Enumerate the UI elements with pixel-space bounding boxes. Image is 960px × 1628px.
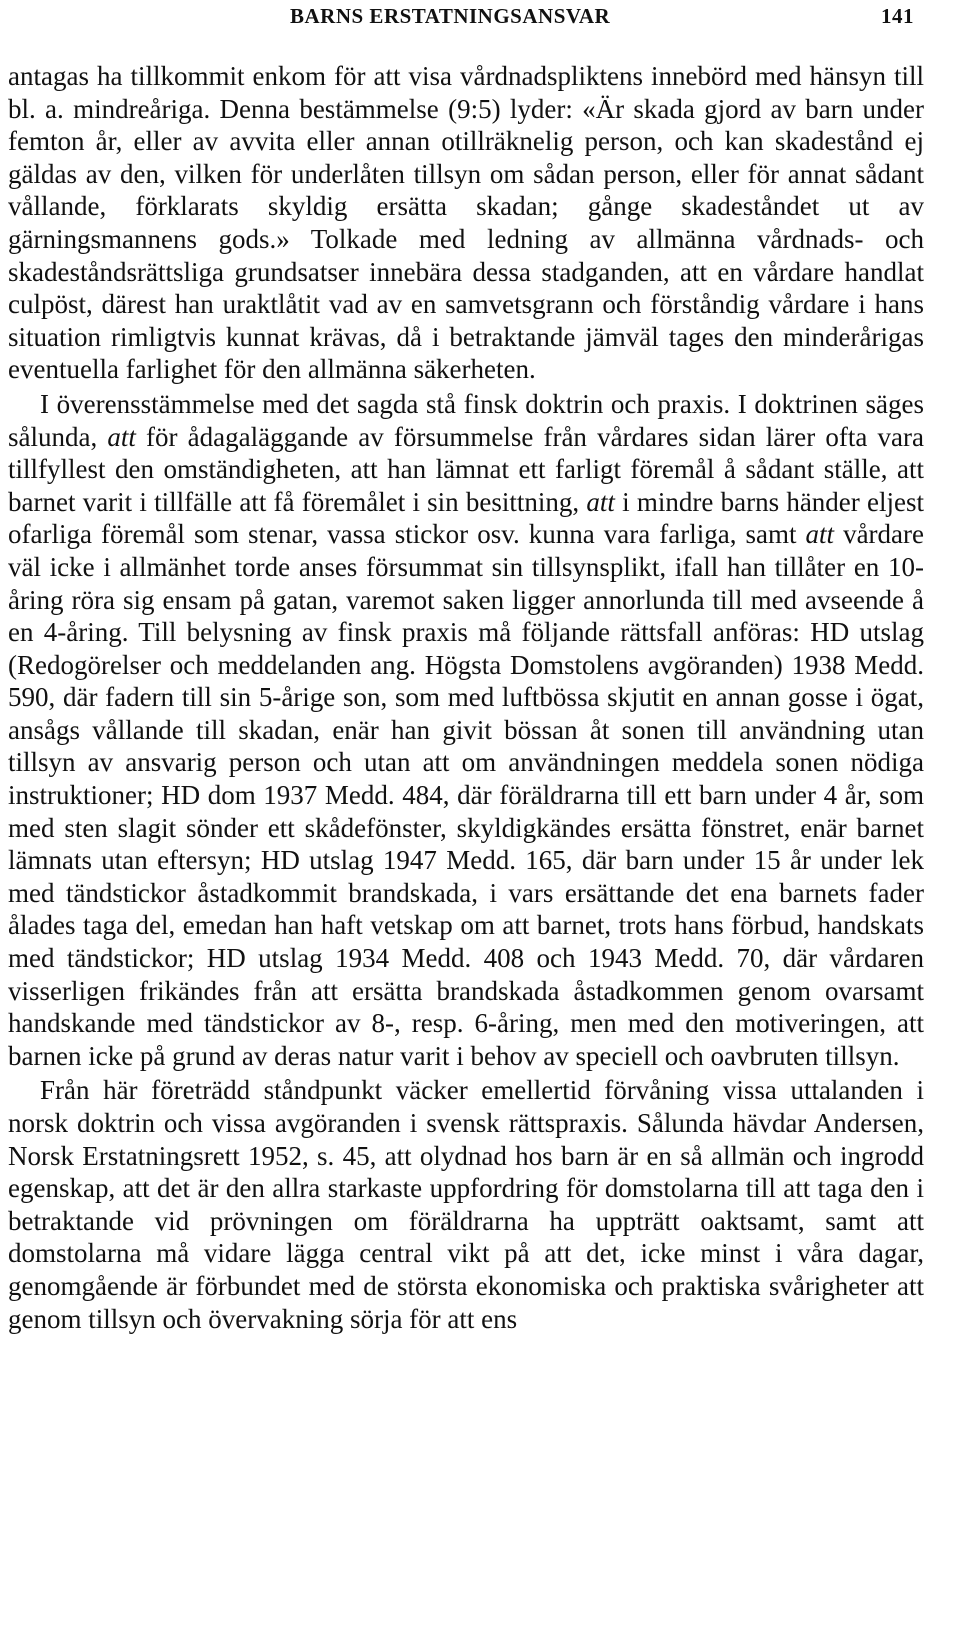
text-run: I överensstämmelse med det sagda stå finsk doktrin och praxis. I doktrinen säges sålunda, <box>8 388 924 452</box>
text-run: i mindre barns händer eljest ofarliga föremål som stenar, vassa stickor osv. kunna vara farliga, samt <box>8 486 924 550</box>
emphasis: att <box>107 421 136 452</box>
text-run: vårdare väl icke i allmänhet torde anses försummat sin tillsynsplikt, ifall han tillåter en 10-åring röra sig ensam på gatan, varemot saken ligger annorlunda till med avseende å en 4-åring. Till belysning av finsk praxis må följande rättsfall anföras: HD utslag (Redogörelser och meddelanden ang. Högsta Domstolens avgöranden) 1938 Medd. 590, där fadern till sin 5-årige son, som med luftbössa skjutit en annan gosse i ögat, ansågs vållande till skadan, enär han givit bössan åt sonen till användning utan tillsyn av ansvarig person och utan att om användningen meddela sonen nödiga instruktioner; HD dom 1937 Medd. 484, där föräldrarna till ett barn under 4 år, som med sten slagit sönder ett skådefönster, skyldigkändes ersätta fönstret, enär barnet lämnats utan eftersyn; HD utslag 1947 Medd. 165, där barn under 15 år under lek med tändstickor åstadkommit brandskada, i vars ersättande det ena barnets fader ålades taga del, emedan han haft vetskap om att barnet, trots hans förbud, handskats med tändstickor; HD utslag 1934 Medd. 408 och 1943 Medd. 70, där vårdaren visserligen frikändes från att ersätta brandskada åstadkommen genom ovarsamt handskande med tändstickor av 8-, resp. 6-åring, men med den motiveringen, att barnen icke på grund av deras natur varit i behov av speciell och oavbruten tillsyn. <box>8 519 924 1071</box>
paragraph <box>8 388 924 1072</box>
running-title: BARNS ERSTATNINGSANSVAR <box>290 4 611 28</box>
body-text <box>8 60 924 1335</box>
emphasis: att <box>586 486 615 517</box>
emphasis: att <box>805 519 835 550</box>
paragraph: antagas ha tillkommit enkom för att visa vårdnadspliktens innebörd med hänsyn till bl. a. mindreåriga. Denna bestämmelse (9:5) lyder: «Är skada gjord av barn under femton år, eller av avvita eller annan otillräknelig person, och kan skadestånd ej gäldas av den, vilken för underlåten tillsyn om sådan person, eller för annat sådant vållande, förklarats skyldig ersätta skadan; gånge skadeståndet ut av gärningsmannens gods.» Tolkade med ledning av allmänna vårdnads- och skadeståndsrättsliga grundsatser innebära dessa stadganden, att en vårdare handlat culpöst, därest han uraktlåtit vad av en samvetsgrann och förståndig vårdare i hans situation rimligtvis kunnat krävas, då i betraktande jämväl tages den minderårigas eventuella farlighet för den allmänna säkerheten. <box>8 61 924 385</box>
page-number: 141 <box>881 4 914 28</box>
text-run: för ådagaläggande av försummelse från vårdares sidan lärer ofta vara tillfyllest den omständigheten, att han lämnat ett farligt föremål å sådant ställe, att barnet varit i tillfälle att få föremålet i sin besittning, <box>8 421 924 517</box>
paragraph: Från här företrädd ståndpunkt väcker emellertid förvåning vissa uttalanden i norsk doktrin och vissa avgöranden i svensk rättspraxis. Sålunda hävdar Andersen, Norsk Erstatningsrett 1952, s. 45, att olydnad hos barn är en så allmän och ingrodd egenskap, att det är den allra starkaste uppfordring för domstolarna till att taga den i betraktande vid prövningen om föräldrarna ha uppträtt oaktsamt, samt att domstolarna må vidare lägga central vikt på att det, icke minst i våra dagar, genomgående är förbundet med de största ekonomiska och praktiska svårigheter att genom tillsyn och övervakning sörja för att ens <box>8 1075 924 1334</box>
running-header <box>8 0 924 46</box>
